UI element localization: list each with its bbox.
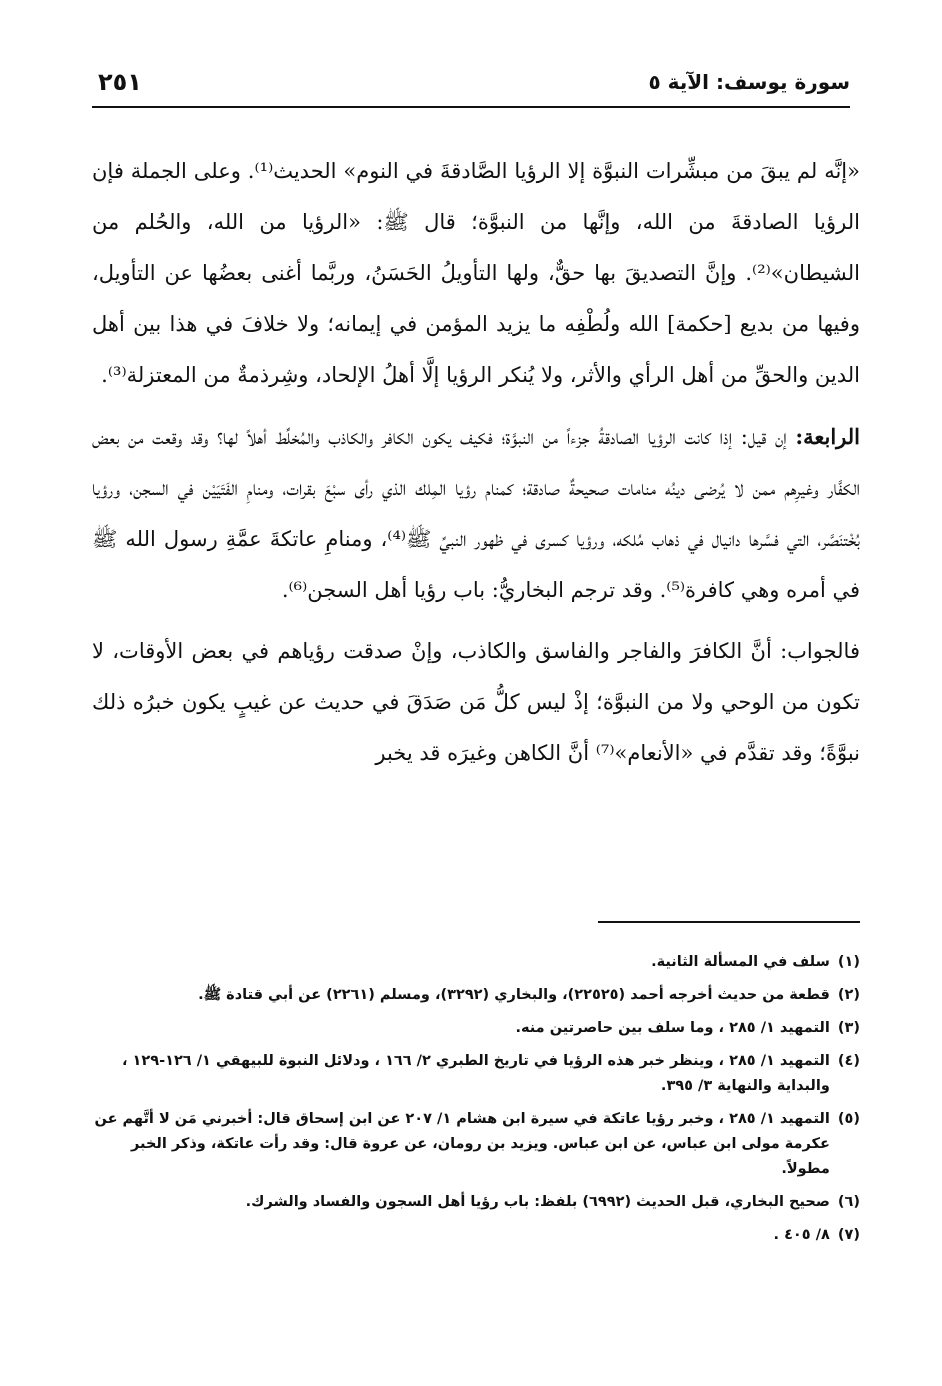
paragraph-1: «إنَّه لم يبقَ من مبشِّرات النبوَّة إلا الرؤيا الصَّادقةَ في النوم» الحديث⁽¹⁾. وعلى الجملة فإن الرؤيا الصادقةَ من الله، وإنَّها من النبوَّة؛ قال ﷺ: «الرؤيا من الله، والحُلم من الشيطان»⁽²⁾. وإنَّ التصديقَ بها حقٌّ، ولها التأويلُ الحَسَنُ، وربَّما أغنى بعضُها عن التأويل، وفيها من بديع [حكمة] الله ولُطْفِه ما يزيد المؤمن في إيمانه؛ ولا خلافَ في هذا بين أهل الدين والحقِّ من أهل الرأي والأثر، ولا يُنكر الرؤيا إلَّا أهلُ الإلحاد، وشِرذمةٌ من المعتزلة⁽³⁾. (92, 159, 860, 387)
footnote-text: ٨/ ٤٠٥ . (773, 1227, 830, 1243)
footnote (82, 1049, 860, 1099)
running-head: سورة يوسف: الآية ٥ (648, 70, 850, 94)
paragraph-2 (92, 411, 860, 616)
footnote (82, 1016, 860, 1041)
footnote-number: (٥) (837, 1111, 860, 1127)
footnote-text: قطعة من حديث أخرجه أحمد (٢٢٥٢٥)، والبخاري (٣٢٩٢)، ومسلم (٢٢٦١) عن أبي قتادة ﷺ. (198, 987, 830, 1003)
footnote-number: (٣) (837, 1020, 860, 1036)
footnote-text: التمهيد ١/ ٢٨٥ ، وينظر خبر هذه الرؤيا في تاريخ الطبري ٢/ ١٦٦ ، ودلائل النبوة للبيهقي ١/ ١٢٦-١٢٩ ، والبداية والنهاية ٣/ ٣٩٥. (121, 1053, 830, 1094)
footnote (82, 1107, 860, 1182)
footnote-text: التمهيد ١/ ٢٨٥ ، وما سلف بين حاصرتين منه. (515, 1020, 830, 1036)
footnote-number: (١) (837, 954, 860, 970)
footnote-number: (٦) (837, 1194, 860, 1210)
footnote-text: صحيح البخاري، قبل الحديث (٦٩٩٢) بلفظ: باب رؤيا أهل السجون والفساد والشرك. (245, 1194, 830, 1210)
footnote-number: (٤) (837, 1053, 860, 1069)
footnote-text: التمهيد ١/ ٢٨٥ ، وخبر رؤيا عاتكة في سيرة ابن هشام ١/ ٢٠٧ عن ابن إسحاق قال: أخبرني مَن لا أتَّهم عن عكرمة مولى ابن عباس، عن ابن عباس. ويزيد بن رومان، عن عروة قال: وقد رأت عاتكة، وذكر الخبر مطولاً. (94, 1111, 830, 1177)
main-text (92, 146, 860, 779)
paragraph-2-text: إن قيل: إذا كانت الرؤيا الصادقةُ جزءاً من النبوَّة؛ فكيف يكون الكافر والكاذب والمُخلِّط أهلاً لها؟ وقد وقعت من بعض الكفَّار وغيرِهم ممن لا يُرضى دينُه منامات صحيحةٌ صادقة؛ كمنام رؤيا المِلك الذي رأى سبْعَ بقرات، ومنامِ الفَتَيَيْن في السجن، ورؤيا بُخْتنَصَّر، التي فسَّرها دانيال في ذهاب مُلكه، ورؤيا كسرى في ظهور النبيِّ ﷺ⁽⁴⁾، ومنامِ عاتكةَ عمَّةِ رسول الله ﷺ في أمره وهي كافرة⁽⁵⁾. وقد ترجم البخاريُّ: باب رؤيا أهل السجن⁽⁶⁾. (92, 425, 860, 602)
header-rule (92, 106, 850, 108)
paragraph-2-lead: الرابعة: (795, 424, 860, 449)
footnote-text: سلف في المسألة الثانية. (651, 954, 830, 970)
footnote (82, 1190, 860, 1215)
footnote (82, 950, 860, 975)
footnote-number: (٢) (837, 987, 860, 1003)
footnote (82, 983, 860, 1008)
paragraph-3: فالجواب: أنَّ الكافرَ والفاجر والفاسق والكاذب، وإنْ صدقت رؤياهم في بعض الأوقات، لا تكون من الوحي ولا من النبوَّة؛ إذْ ليس كلُّ مَن صَدَقَ في حديث عن غيبٍ يكون خبرُه ذلك نبوَّةً؛ وقد تقدَّم في «الأنعام»⁽⁷⁾ أنَّ الكاهن وغيرَه قد يخبر (92, 639, 860, 765)
footnote-separator (598, 921, 860, 923)
page-header (92, 64, 850, 108)
footnote-number: (٧) (837, 1227, 860, 1243)
footnotes (82, 950, 860, 1256)
page-number: ٢٥١ (98, 68, 142, 96)
footnote (82, 1223, 860, 1248)
